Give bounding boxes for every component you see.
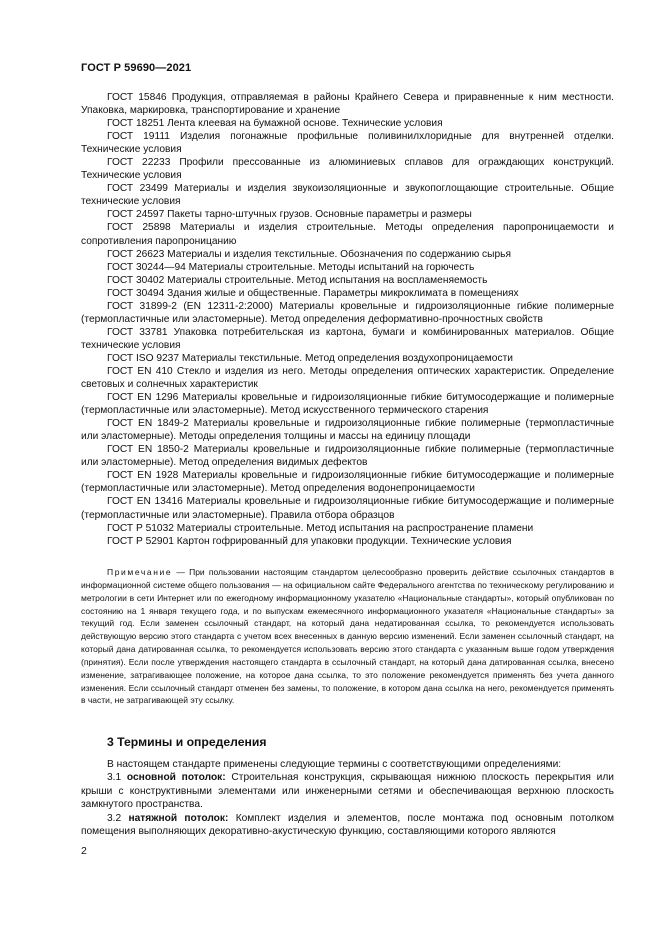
document-header: ГОСТ Р 59690—2021 (81, 62, 192, 74)
reference-item: ГОСТ EN 1928 Материалы кровельные и гидроизоляционные гибкие битумосодержащие и полимерные (термопластичные или эластомерные). Метод определения водонепроницаемости (81, 470, 614, 495)
reference-item: ГОСТ Р 52901 Картон гофрированный для упаковки продукции. Технические условия (107, 535, 512, 547)
section-intro: В настоящем стандарте применены следующие термины с соответствующими определениями: (107, 759, 562, 770)
reference-item: ГОСТ EN 1850-2 Материалы кровельные и гидроизоляционные гибкие полимерные (термопластичные или эластомерные). Метод определения видимых дефектов (81, 444, 614, 469)
term-number: 3.1 (107, 772, 127, 784)
reference-item: ГОСТ 15846 Продукция, отправляемая в районы Крайнего Севера и приравненные к ним местности. Упаковка, маркировка, транспортирование и хранение (81, 92, 614, 117)
reference-item: ГОСТ 19111 Изделия погонажные профильные поливинилхлоридные для внутренней отделки. Технические условия (81, 131, 614, 156)
term-text: Комплект изделия и элементов, после монтажа под основным потолком помещения выполняющих декоративно-акустическую функцию, составляющими которого являются (81, 812, 614, 838)
reference-item: ГОСТ 24597 Пакеты тарно-штучных грузов. Основные параметры и размеры (107, 209, 472, 221)
reference-item: ГОСТ 30244—94 Материалы строительные. Методы испытаний на горючесть (107, 261, 475, 273)
note-text: При пользовании настоящим стандартом целесообразно проверить действие ссылочных стандартов в информационной системе общего пользования — на официальном сайте Федерального агентства по техническому регулированию и метрологии в сети Интернет или по ежегодному информационному указателю «Национальные стандарты», который опубликован по состоянию на 1 января текущего года, и по выпускам ежемесячного информационного указателя «Национальные стандарты» за текущий год. Если заменен ссылочный стандарт, на который дана недатированная ссылка, то рекомендуется использовать действующую версию этого стандарта с учетом всех внесенных в данную версию изменений. Если заменен ссылочный стандарт, на который дана датированная ссылка, то рекомендуется использовать версию этого стандарта с указанным выше годом утверждения (принятия). Если после утверждения настоящего стандарта в ссылочный стандарт, на который дана датированная ссылка, внесено изменение, затрагивающее положение, на которое дана ссылка, то это положение рекомендуется применять без учета данного изменения. Если ссылочный стандарт отменен без замены, то положение, в котором дана ссылка на него, рекомендуется применять в части, не затрагивающей эту ссылку. (81, 567, 614, 706)
reference-item: ГОСТ 30402 Материалы строительные. Метод испытания на воспламеняемость (107, 274, 488, 286)
reference-item: ГОСТ EN 1849-2 Материалы кровельные и гидроизоляционные гибкие полимерные (термопластичные или эластомерные). Методы определения толщины и массы на единицу площади (81, 418, 614, 443)
references-note (81, 566, 614, 707)
page-number: 2 (81, 845, 87, 857)
reference-item: ГОСТ 26623 Материалы и изделия текстильные. Обозначения по содержанию сырья (107, 248, 511, 260)
term-definition (81, 812, 614, 839)
reference-item: ГОСТ ISO 9237 Материалы текстильные. Метод определения воздухопроницаемости (107, 352, 513, 364)
terms-section (81, 758, 614, 838)
reference-item: ГОСТ 30494 Здания жилые и общественные. Параметры микроклимата в помещениях (107, 287, 519, 299)
reference-item: ГОСТ 23499 Материалы и изделия звукоизоляционные и звукопоглощающие строительные. Общие технические условия (81, 183, 614, 208)
reference-item: ГОСТ 22233 Профили прессованные из алюминиевых сплавов для ограждающих конструкций. Технические условия (81, 157, 614, 182)
section-title: 3 Термины и определения (107, 735, 267, 749)
reference-item: ГОСТ 18251 Лента клеевая на бумажной основе. Технические условия (107, 118, 443, 130)
reference-item: ГОСТ Р 51032 Материалы строительные. Метод испытания на распространение пламени (107, 522, 534, 534)
note-label: Примечание (107, 567, 173, 577)
term-number: 3.2 (107, 812, 129, 824)
term-text: Строительная конструкция, скрывающая нижнюю плоскость перекрытия или крыши с конструктивными элементами или инженерными сетями и обеспечивающая верхнюю плоскость замкнутого пространства. (81, 772, 614, 811)
term-definition (81, 771, 614, 811)
reference-item: ГОСТ EN 1296 Материалы кровельные и гидроизоляционные гибкие битумосодержащие и полимерные (термопластичные или эластомерные). Метод искусственного термического старения (81, 392, 614, 417)
reference-item: ГОСТ 33781 Упаковка потребительская из картона, бумаги и комбинированных материалов. Общие технические условия (81, 326, 614, 351)
note-dash: — (172, 567, 190, 577)
normative-references-list (81, 91, 614, 548)
reference-item: ГОСТ EN 13416 Материалы кровельные и гидроизоляционные гибкие битумосодержащие и полимерные (термопластичные или эластомерные). Правила отбора образцов (81, 496, 614, 521)
reference-item: ГОСТ EN 410 Стекло и изделия из него. Методы определения оптических характеристик. Определение световых и солнечных характеристик (81, 365, 614, 391)
reference-item: ГОСТ 25898 Материалы и изделия строительные. Методы определения паропроницаемости и сопротивления паропроницанию (81, 222, 614, 247)
reference-item: ГОСТ 31899-2 (EN 12311-2:2000) Материалы кровельные и гидроизоляционные гибкие полимерные (термопластичные или эластомерные). Метод определения деформативно-прочностных свойств (81, 300, 614, 325)
term-name: основной потолок: (126, 772, 226, 784)
term-name: натяжной потолок: (128, 812, 229, 824)
